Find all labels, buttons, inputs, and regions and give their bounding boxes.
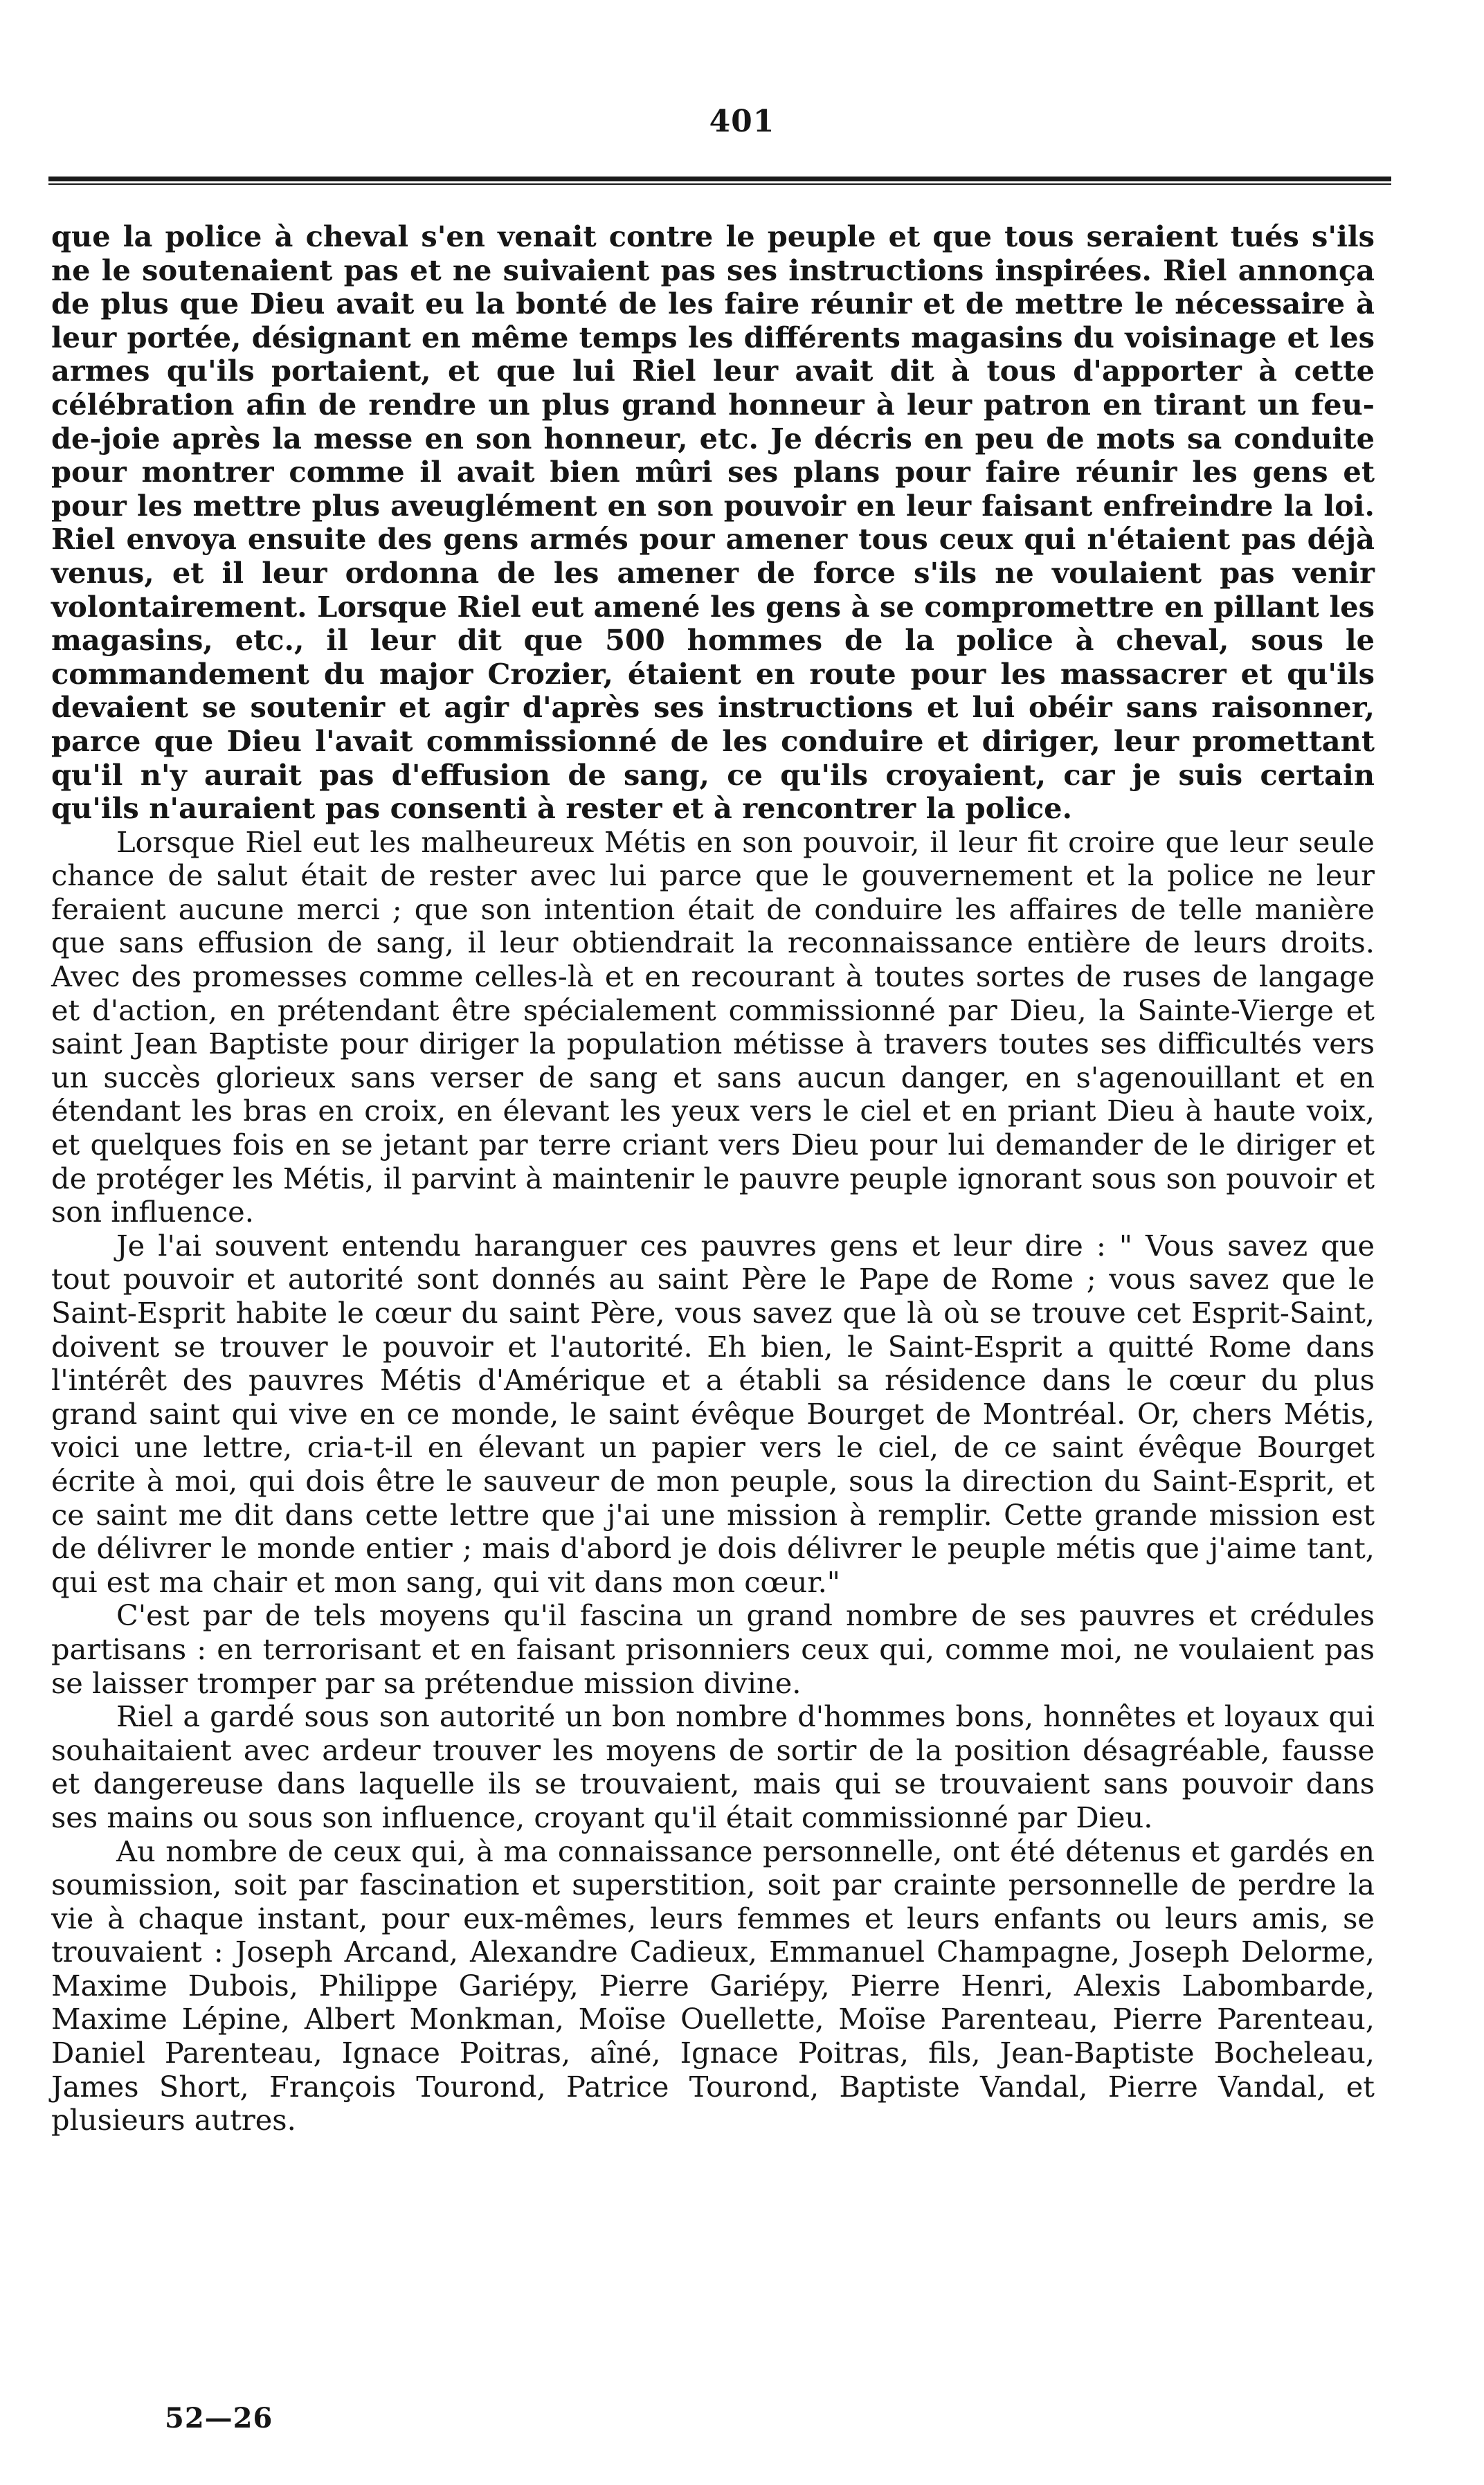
paragraph-3: Je l'ai souvent entendu haranguer ces pauvres gens et leur dire : " Vous savez que tout pouvoir et autorité sont donnés au saint Père le Pape de Rome ; vous savez que le Saint-Esprit habite le cœur du saint Père, vous savez que là où se trouve cet Esprit-Saint, doivent se trouver le pouvoir et l'autorité. Eh bien, le Saint-Esprit a quitté Rome dans l'intérêt des pauvres Métis d'Amérique et a établi sa résidence dans le cœur du plus grand saint qui vive en ce monde, le saint évêque Bourget de Montréal. Or, chers Métis, voici une lettre, cria-t-il en élevant un papier vers le ciel, de ce saint évêque Bourget écrite à moi, qui dois être le sauveur de mon peuple, sous la direction du Saint-Esprit, et ce saint me dit dans cette lettre que j'ai une mission à remplir. Cette grande mission est de délivrer le monde entier ; mais d'abord je dois délivrer le peuple métis que j'aime tant, qui est ma chair et mon sang, qui vit dans mon cœur.": [51, 1228, 1375, 1599]
paragraph-4: C'est par de tels moyens qu'il fascina un grand nombre de ses pauvres et crédules partisans : en terrorisant et en faisant prisonniers ceux qui, comme moi, ne voulaient pas se laisser tromper par sa prétendue mission divine.: [51, 1598, 1375, 1700]
printer-signature-mark: 52—26: [165, 2402, 273, 2434]
paragraph-1-text: que la police à cheval s'en venait contre le peuple et que tous seraient tués s'ils ne le soutenaient pas et ne suivaient pas ses instructions inspirées. Riel annonça de plus que Dieu avait eu la bonté de les faire réunir et de mettre le nécessaire à leur portée, désignant en même temps les différents magasins du voisinage et les armes qu'ils portaient, et que lui Riel leur avait dit à tous d'apporter à cette célébration afin de rendre un plus grand honneur à leur patron en tirant un feu-de-joie après la messe en son honneur, etc. Je décris en peu de mots sa conduite pour montrer comme il avait bien mûri ses plans pour faire réunir les gens et pour les mettre plus aveuglément en son pouvoir en leur faisant enfreindre la loi. Riel envoya ensuite des gens armés pour amener tous ceux qui n'étaient pas déjà venus, et il leur ordonna de les amener de force s'ils ne voulaient pas venir volontairement. Lorsque Riel eut amené les gens à se compromettre en pillant les magasins, etc., il leur dit que 500 hommes de la police à cheval, sous le commandement du major Crozier, étaient en route pour les massacrer et qu'ils devaient se soutenir et agir d'après ses instructions et lui obéir sans raisonner, parce que Dieu l'avait commissionné de les conduire et diriger, leur promettant qu'il n'y aurait pas d'effusion de sang, ce qu'ils croyaient, car je suis certain qu'ils n'auraient pas consenti à rester et à rencontrer la police.: [51, 219, 1375, 826]
paragraph-1: [51, 220, 1375, 826]
page-number: 401: [709, 104, 775, 139]
paragraph-2: Lorsque Riel eut les malheureux Métis en son pouvoir, il leur fit croire que leur seule chance de salut était de rester avec lui parce que le gouvernement et la police ne leur feraient aucune merci ; que son intention était de conduire les affaires de telle manière que sans effusion de sang, il leur obtiendrait la reconnaissance entière de leurs droits. Avec des promesses comme celles-là et en recourant à toutes sortes de ruses de langage et d'action, en prétendant être spécialement commissionné par Dieu, la Sainte-Vierge et saint Jean Baptiste pour diriger la population métisse à travers toutes ses difficultés vers un succès glorieux sans verser de sang et sans aucun danger, en s'agenouillant et en étendant les bras en croix, en élevant les yeux vers le ciel et en priant Dieu à haute voix, et quelques fois en se jetant par terre criant vers Dieu pour lui demander de le diriger et de protéger les Métis, il parvint à maintenir le pauvre peuple ignorant sous son pouvoir et son influence.: [51, 824, 1375, 1229]
header-rule: [48, 177, 1391, 185]
paragraph-6: Au nombre de ceux qui, à ma connaissance personnelle, ont été détenus et gardés en soumission, soit par fascination et superstition, soit par crainte personnelle de perdre la vie à chaque instant, pour eux-mêmes, leurs femmes et leurs enfants ou leurs amis, se trouvaient : Joseph Arcand, Alexandre Cadieux, Emmanuel Champagne, Joseph Delorme, Maxime Dubois, Philippe Gariépy, Pierre Gariépy, Pierre Henri, Alexis Labombarde, Maxime Lépine, Albert Monkman, Moïse Ouellette, Moïse Parenteau, Pierre Parenteau, Daniel Parenteau, Ignace Poitras, aîné, Ignace Poitras, fils, Jean-Baptiste Bocheleau, James Short, François Tourond, Patrice Tourond, Baptiste Vandal, Pierre Vandal, et plusieurs autres.: [51, 1834, 1375, 2138]
paragraph-5: Riel a gardé sous son autorité un bon nombre d'hommes bons, honnêtes et loyaux qui souhaitaient avec ardeur trouver les moyens de sortir de la position désagréable, fausse et dangereuse dans laquelle ils se trouvaient, mais qui se trouvaient sans pouvoir dans ses mains ou sous son influence, croyant qu'il était commissionné par Dieu.: [51, 1699, 1375, 1834]
body-text: [51, 220, 1375, 2138]
